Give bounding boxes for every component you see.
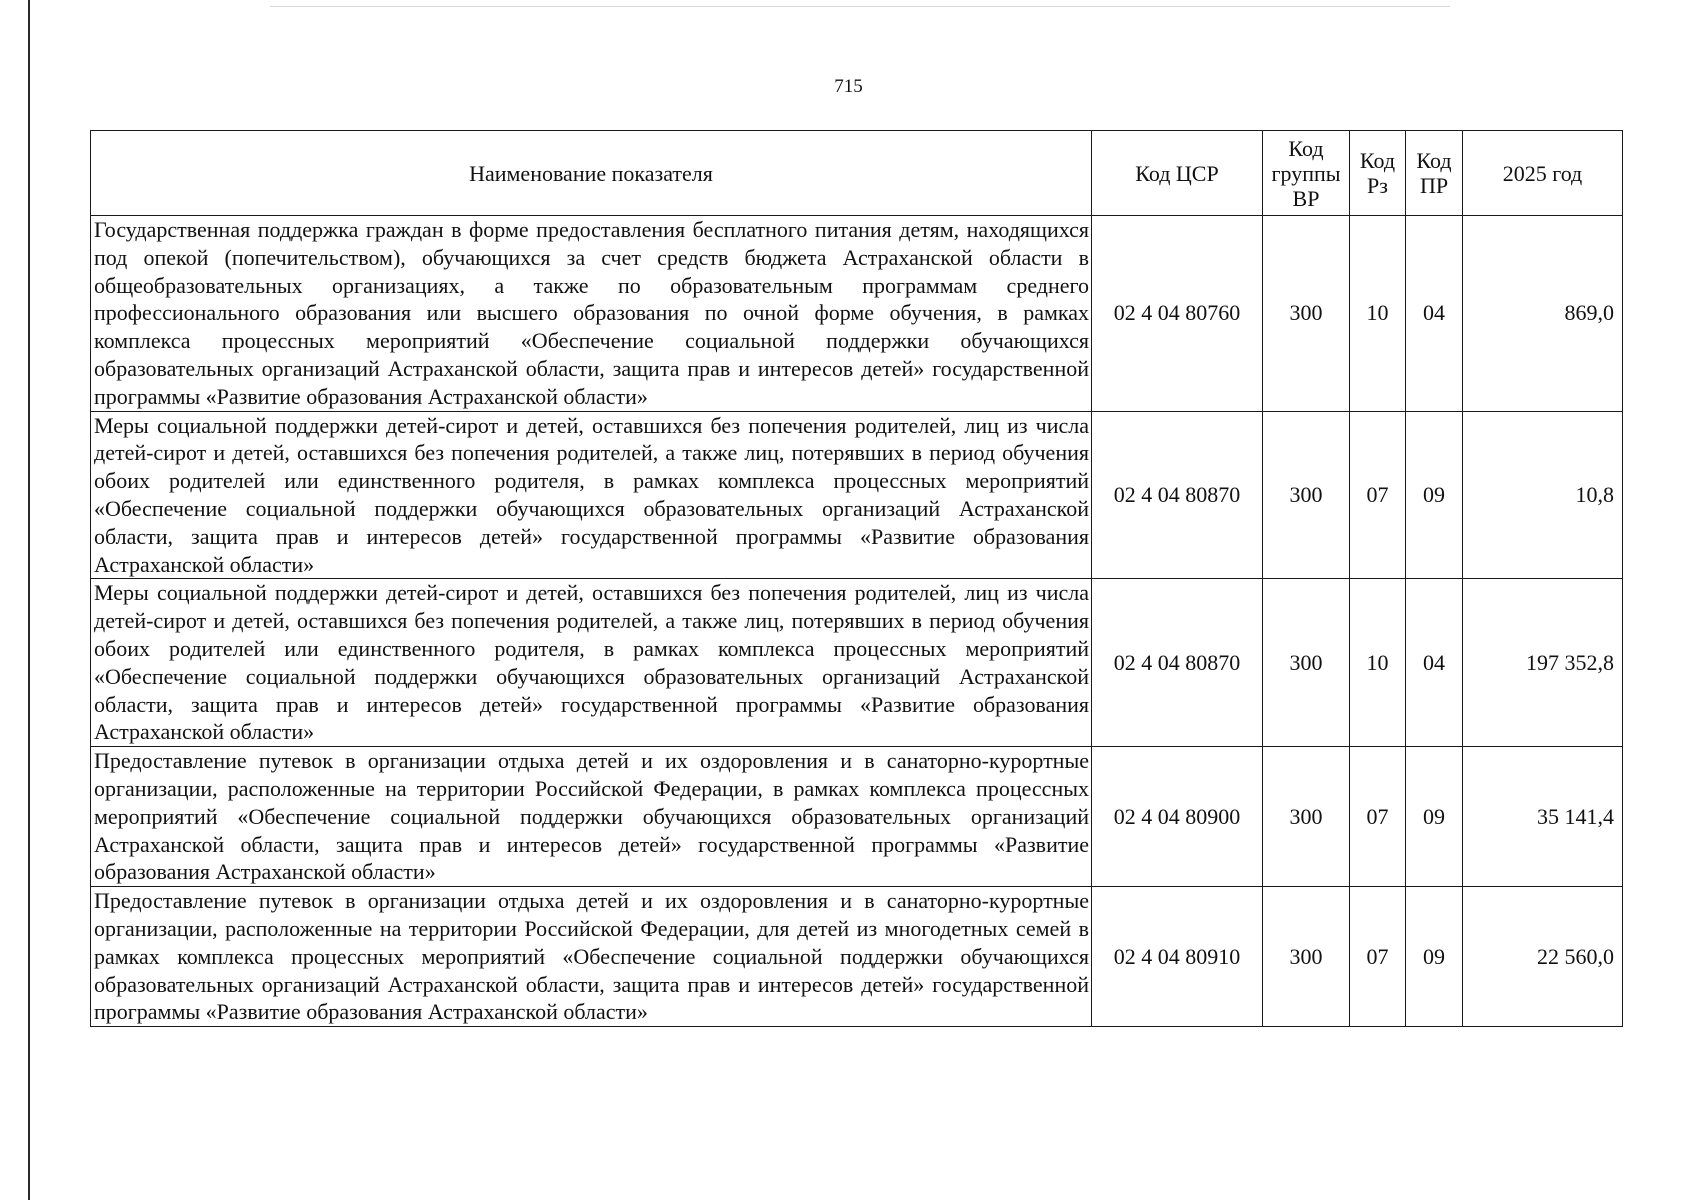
- row-name: Меры социальной поддержки детей-сирот и детей, оставшихся без попечения родителей, лиц из числа детей-сирот и детей, оставшихся без попечения родителей, а также лиц, потерявших в период обучения обоих родителей или единственного родителя, в рамках комплекса процессных мероприятий «Обеспечение социальной поддержки обучающихся образовательных организаций Астраханской области, защита прав и интересов детей» государственной программы «Развитие образования Астраханской области»: [91, 579, 1092, 747]
- table-header-row: [91, 131, 1623, 216]
- scan-edge-line: [28, 0, 30, 1200]
- row-amount: 35 141,4: [1463, 747, 1623, 887]
- row-pr: 09: [1406, 411, 1463, 579]
- row-vr: 300: [1263, 887, 1350, 1027]
- table-row: [91, 747, 1623, 887]
- row-vr: 300: [1263, 579, 1350, 747]
- row-name: Предоставление путевок в организации отдыха детей и их оздоровления и в санаторно-курортные организации, расположенные на территории Российской Федерации, в рамках комплекса процессных мероприятий «Обеспечение социальной поддержки обучающихся образовательных организаций Астраханской области, защита прав и интересов детей» государственной программы «Развитие образования Астраханской области»: [91, 747, 1092, 887]
- row-name: Меры социальной поддержки детей-сирот и детей, оставшихся без попечения родителей, лиц из числа детей-сирот и детей, оставшихся без попечения родителей, а также лиц, потерявших в период обучения обоих родителей или единственного родителя, в рамках комплекса процессных мероприятий «Обеспечение социальной поддержки обучающихся образовательных организаций Астраханской области, защита прав и интересов детей» государственной программы «Развитие образования Астраханской области»: [91, 411, 1092, 579]
- page-number: 715: [834, 76, 863, 97]
- row-name: Предоставление путевок в организации отдыха детей и их оздоровления и в санаторно-курортные организации, расположенные на территории Российской Федерации, для детей из многодетных семей в рамках комплекса процессных мероприятий «Обеспечение социальной поддержки обучающихся образовательных организаций Астраханской области, защита прав и интересов детей» государственной программы «Развитие образования Астраханской области»: [91, 887, 1092, 1027]
- budget-table: [90, 130, 1623, 1027]
- row-rz: 10: [1350, 216, 1406, 412]
- header-csr: Код ЦСР: [1092, 131, 1263, 216]
- row-pr: 04: [1406, 216, 1463, 412]
- header-pr: Код ПР: [1406, 131, 1463, 216]
- header-name: Наименование показателя: [91, 131, 1092, 216]
- header-vr: Код группы ВР: [1263, 131, 1350, 216]
- row-rz: 07: [1350, 411, 1406, 579]
- row-amount: 197 352,8: [1463, 579, 1623, 747]
- row-pr: 09: [1406, 747, 1463, 887]
- row-pr: 04: [1406, 579, 1463, 747]
- row-rz: 07: [1350, 887, 1406, 1027]
- header-year: 2025 год: [1463, 131, 1623, 216]
- scan-top-line: [270, 6, 1450, 7]
- row-csr: 02 4 04 80870: [1092, 579, 1263, 747]
- table-row: [91, 579, 1623, 747]
- row-csr: 02 4 04 80870: [1092, 411, 1263, 579]
- row-csr: 02 4 04 80900: [1092, 747, 1263, 887]
- row-amount: 869,0: [1463, 216, 1623, 412]
- table-row: [91, 411, 1623, 579]
- table-row: [91, 887, 1623, 1027]
- row-vr: 300: [1263, 747, 1350, 887]
- row-amount: 10,8: [1463, 411, 1623, 579]
- row-vr: 300: [1263, 216, 1350, 412]
- row-name: Государственная поддержка граждан в форме предоставления бесплатного питания детям, находящихся под опекой (попечительством), обучающихся за счет средств бюджета Астраханской области в общеобразовательных организациях, а также по образовательным программам среднего профессионального образования или высшего образования по очной форме обучения, в рамках комплекса процессных мероприятий «Обеспечение социальной поддержки обучающихся образовательных организаций Астраханской области, защита прав и интересов детей» государственной программы «Развитие образования Астраханской области»: [91, 216, 1092, 412]
- row-pr: 09: [1406, 887, 1463, 1027]
- row-vr: 300: [1263, 411, 1350, 579]
- row-csr: 02 4 04 80760: [1092, 216, 1263, 412]
- row-rz: 10: [1350, 579, 1406, 747]
- header-rz: Код Рз: [1350, 131, 1406, 216]
- row-csr: 02 4 04 80910: [1092, 887, 1263, 1027]
- row-amount: 22 560,0: [1463, 887, 1623, 1027]
- table-row: [91, 216, 1623, 412]
- row-rz: 07: [1350, 747, 1406, 887]
